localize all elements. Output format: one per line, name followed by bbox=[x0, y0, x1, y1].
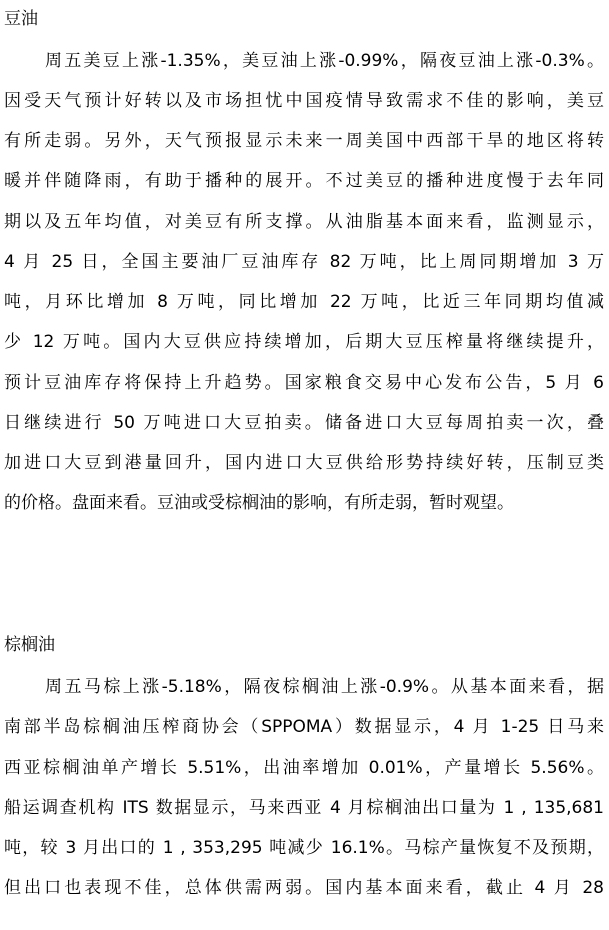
paragraph-line: 南部半岛棕榈油压榨商协会（SPPOMA）数据显示，4 月 1-25 日马来 bbox=[4, 717, 604, 737]
paragraph-line: 加进口大豆到港量回升，国内进口大豆供给形势持续好转，压制豆类 bbox=[4, 453, 604, 473]
paragraph-line: 的价格。盘面来看。豆油或受棕榈油的影响，有所走弱，暂时观望。 bbox=[4, 493, 514, 513]
paragraph-line: 吨，较 3 月出口的 1 , 353,295 吨减少 16.1%。马棕产量恢复不及预期， bbox=[4, 838, 604, 858]
section-title-soybean-oil: 豆油 bbox=[4, 9, 38, 29]
paragraph-line: 预计豆油库存将保持上升趋势。国家粮食交易中心发布公告，5 月 6 bbox=[4, 373, 604, 393]
paragraph-line: 西亚棕榈油单产增长 5.51%，出油率增加 0.01%，产量增长 5.56%。 bbox=[4, 758, 604, 778]
paragraph-line: 周五美豆上涨-1.35%，美豆油上涨-0.99%，隔夜豆油上涨-0.3%。 bbox=[45, 51, 604, 71]
paragraph-line: 周五马棕上涨-5.18%，隔夜棕榈油上涨-0.9%。从基本面来看，据 bbox=[45, 677, 604, 697]
paragraph-line: 少 12 万吨。国内大豆供应持续增加，后期大豆压榨量将继续提升， bbox=[4, 332, 604, 352]
paragraph-line: 日继续进行 50 万吨进口大豆拍卖。储备进口大豆每周拍卖一次，叠 bbox=[4, 413, 604, 433]
paragraph-line: 4 月 25 日，全国主要油厂豆油库存 82 万吨，比上周同期增加 3 万 bbox=[4, 252, 604, 272]
section-title-palm-oil: 棕榈油 bbox=[4, 635, 55, 655]
paragraph-line: 因受天气预计好转以及市场担忧中国疫情导致需求不佳的影响，美豆 bbox=[4, 91, 604, 111]
paragraph-line: 期以及五年均值，对美豆有所支撑。从油脂基本面来看，监测显示， bbox=[4, 212, 604, 232]
paragraph-line: 有所走弱。另外，天气预报显示未来一周美国中西部干旱的地区将转 bbox=[4, 131, 604, 151]
paragraph-line: 船运调查机构 ITS 数据显示，马来西亚 4 月棕榈油出口量为 1 , 135,681 bbox=[4, 798, 604, 818]
paragraph-line: 但出口也表现不佳，总体供需两弱。国内基本面来看，截止 4 月 28 bbox=[4, 878, 604, 898]
paragraph-line: 吨，月环比增加 8 万吨，同比增加 22 万吨，比近三年同期均值减 bbox=[4, 292, 604, 312]
paragraph-line: 暖并伴随降雨，有助于播种的展开。不过美豆的播种进度慢于去年同 bbox=[4, 171, 604, 191]
